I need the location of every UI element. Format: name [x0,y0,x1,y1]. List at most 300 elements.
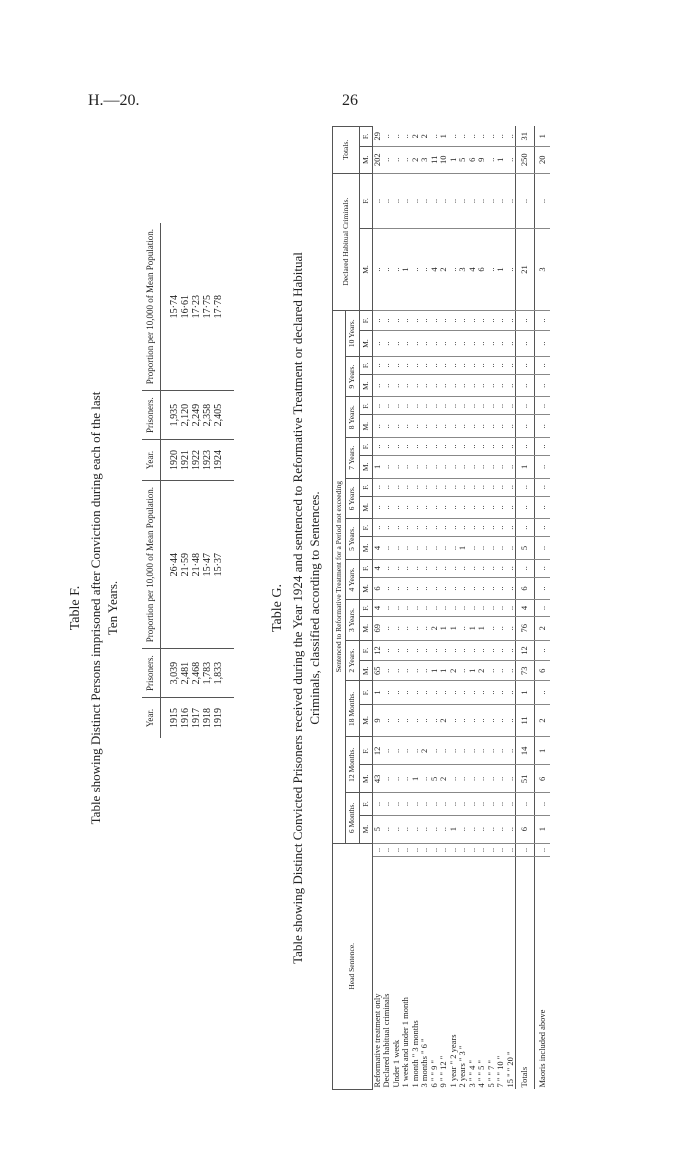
table-cell: .. [392,438,402,456]
table-cell: .. [430,737,440,765]
table-cell: 6 [468,146,478,173]
table-f-col-header: Proportion per 10,000 of Mean Population. [142,223,160,391]
table-cell: .. [439,793,449,815]
table-cell: .. [420,681,430,704]
table-cell: .. [487,397,497,415]
table-cell: .. [496,374,506,397]
table-cell: 5 [372,815,382,843]
table-cell: .. [382,793,392,815]
table-cell: 17·75 [202,223,213,391]
table-cell: .. [468,640,478,660]
table-cell: 2 [411,146,421,173]
table-cell: .. [516,519,535,537]
table-cell: .. [382,537,392,560]
table-cell: .. [458,397,468,415]
row-label: 1 year " 2 years [447,1034,458,1088]
table-cell: .. [496,577,506,600]
table-cell: 26·44 [160,481,180,649]
table-cell: 5 [430,765,440,793]
table-cell: .. [496,765,506,793]
table-cell: .. [458,438,468,456]
table-cell: .. [458,519,468,537]
table-cell: .. [382,704,392,737]
row-label: Reformative treatment only [371,993,382,1088]
table-cell: .. [506,616,516,640]
table-cell: .. [401,616,411,640]
table-cell: .. [439,681,449,704]
table-cell: .. [430,438,440,456]
table-cell: 65 [372,661,382,681]
period-header: 5 Years. [346,519,359,560]
table-g-body [372,127,550,1090]
period-header: 12 Months. [346,737,359,793]
table-cell: .. [458,331,468,357]
table-cell: .. [458,415,468,438]
table-cell: .. [487,438,497,456]
table-cell: .. [487,616,497,640]
table-cell: .. [477,173,487,229]
table-cell: .. [382,737,392,765]
table-cell: .. [516,331,535,357]
table-cell: .. [420,438,430,456]
table-cell: .. [420,229,430,310]
table-cell: .. [449,793,459,815]
table-cell: 1921 [180,440,191,481]
table-cell: .. [506,356,516,374]
table-cell: .. [477,310,487,331]
table-cell: 21·48 [191,481,202,649]
table-cell: .. [506,704,516,737]
table-cell: .. [534,438,550,456]
table-cell: .. [411,397,421,415]
table-cell: .. [382,661,392,681]
table-cell: .. [506,229,516,310]
table-cell: .. [392,661,402,681]
table-cell: .. [534,397,550,415]
table-cell: .. [430,519,440,537]
table-cell: .. [534,681,550,704]
table-cell: 2 [430,616,440,640]
table-cell: .. [468,704,478,737]
table-cell: 2 [439,704,449,737]
table-cell: .. [516,559,535,577]
table-cell: .. [506,456,516,479]
table-cell: .. [496,640,506,660]
table-cell: .. [411,456,421,479]
table-cell: .. [477,397,487,415]
table-cell: .. [534,519,550,537]
table-cell: .. [430,681,440,704]
table-cell: .. [420,331,430,357]
table-cell: .. [392,478,402,496]
table-cell: .. [449,173,459,229]
table-cell: .. [487,661,497,681]
table-cell: .. [506,519,516,537]
table-g [332,126,550,1090]
table-cell: .. [468,173,478,229]
table-cell: .. [392,374,402,397]
table-cell: .. [506,577,516,600]
table-cell: .. [420,640,430,660]
table-cell: .. [372,331,382,357]
table-cell: .. [439,478,449,496]
table-cell: .. [411,640,421,660]
table-cell: .. [534,374,550,397]
table-cell: 1 [401,229,411,310]
table-cell: 1918 [201,708,213,728]
table-cell: .. [496,616,506,640]
table-cell: .. [449,681,459,704]
table-cell: .. [468,374,478,397]
row-leader: .. [468,843,478,857]
table-cell: .. [420,456,430,479]
table-cell: 4 [468,229,478,310]
table-cell: 6 [372,577,382,600]
row-leader: .. [392,843,402,857]
table-cell: .. [468,127,478,147]
table-cell: 2,120 [180,391,191,440]
table-cell: .. [534,577,550,600]
table-cell: 1 [534,815,550,843]
male-header: M. [359,415,372,438]
table-cell: .. [382,127,392,147]
table-cell: .. [516,310,535,331]
page-header-reference: H.—20. [88,92,140,109]
table-row [180,223,191,738]
table-cell: .. [430,478,440,496]
table-cell: .. [411,600,421,617]
table-cell: .. [382,310,392,331]
table-cell: .. [411,577,421,600]
table-cell: 2 [420,127,430,147]
table-f-col-header: Proportion per 10,000 of Mean Population. [142,481,160,649]
male-header: M. [359,765,372,793]
table-cell: .. [439,737,449,765]
table-cell: .. [506,600,516,617]
table-cell: .. [468,496,478,519]
table-cell: 15·74 [160,223,180,391]
table-cell: .. [449,397,459,415]
row-label: 3 months " 6 " [419,1038,430,1088]
table-cell: 16·61 [180,223,191,391]
table-cell: .. [392,127,402,147]
table-f-col-header: Prisoners. [142,391,160,440]
table-cell: .. [392,229,402,310]
table-cell: .. [401,331,411,357]
table-cell: .. [439,331,449,357]
table-cell: .. [468,438,478,456]
table-cell: .. [401,737,411,765]
table-cell: .. [468,356,478,374]
table-cell: .. [534,331,550,357]
table-cell: .. [487,374,497,397]
table-cell: .. [458,600,468,617]
row-label: 15 " " 20 " [504,1051,515,1088]
table-cell: .. [506,793,516,815]
table-f-col-header: Year. [142,440,160,481]
table-cell: .. [392,600,402,617]
row-label: 4 " " 5 " [476,1060,487,1088]
row-label: 1 month " 3 months [409,1020,420,1088]
table-cell: .. [392,577,402,600]
table-cell: .. [477,765,487,793]
table-cell: .. [439,456,449,479]
table-cell: .. [420,704,430,737]
table-cell: .. [458,559,468,577]
female-header: F. [359,127,372,147]
row-leader: .. [372,843,382,857]
table-cell: .. [382,559,392,577]
table-cell: .. [401,600,411,617]
table-cell: 2 [534,704,550,737]
row-leader: .. [516,843,535,857]
table-cell: .. [382,456,392,479]
table-cell: .. [506,173,516,229]
table-cell: .. [516,793,535,815]
table-cell: .. [392,397,402,415]
table-cell: .. [411,519,421,537]
period-header: 10 Years. [346,310,359,356]
table-cell: .. [477,456,487,479]
row-label: Declared habitual criminals [381,993,392,1088]
table-cell: .. [430,310,440,331]
male-header: M. [359,146,372,173]
table-cell: 3,039 [160,649,180,698]
table-cell: .. [439,310,449,331]
table-cell: .. [382,681,392,704]
table-cell: .. [439,559,449,577]
table-cell: .. [506,681,516,704]
female-header: F. [359,438,372,456]
male-header: M. [359,374,372,397]
table-cell: .. [430,496,440,519]
table-cell: .. [392,456,402,479]
table-cell: .. [392,616,402,640]
totals-row [516,127,535,1090]
table-cell: .. [382,496,392,519]
table-cell: .. [449,127,459,147]
table-cell: .. [382,173,392,229]
table-cell: 2 [439,765,449,793]
table-cell: .. [468,577,478,600]
table-cell: .. [496,661,506,681]
male-header: M. [359,537,372,560]
table-cell: 6 [477,229,487,310]
table-cell: .. [401,765,411,793]
table-cell: .. [411,438,421,456]
table-cell: .. [496,310,506,331]
table-cell: .. [477,478,487,496]
table-cell: 3 [534,229,550,310]
table-g-header-row [333,127,346,1090]
table-cell: .. [487,356,497,374]
table-f-title: Table showing Distinct Persons imprisoned after Conviction during each of the last [88,391,103,825]
table-cell: .. [430,559,440,577]
table-cell: .. [534,600,550,617]
table-cell: .. [477,577,487,600]
table-cell: 21 [516,229,535,310]
table-cell: 1 [411,765,421,793]
table-cell: .. [516,356,535,374]
table-cell: .. [411,793,421,815]
table-cell: .. [401,438,411,456]
table-cell: 51 [516,765,535,793]
table-cell: .. [534,496,550,519]
table-cell: .. [458,640,468,660]
table-cell: .. [392,356,402,374]
table-cell: 9 [372,704,382,737]
table-cell: .. [411,415,421,438]
table-cell: .. [439,600,449,617]
table-cell: .. [506,559,516,577]
table-cell: .. [420,577,430,600]
male-header: M. [359,496,372,519]
table-cell: .. [439,577,449,600]
table-cell: .. [477,704,487,737]
table-cell: .. [420,397,430,415]
page-number: 26 [342,92,358,109]
table-cell: .. [506,537,516,560]
table-cell: .. [420,478,430,496]
table-cell: .. [468,815,478,843]
table-cell: .. [439,397,449,415]
table-cell: .. [401,310,411,331]
table-cell: 2 [449,661,459,681]
table-row [160,223,180,738]
table-cell: 1 [496,229,506,310]
table-cell: .. [411,661,421,681]
table-cell: .. [449,704,459,737]
table-cell: 43 [372,765,382,793]
table-cell: .. [439,415,449,438]
table-cell: .. [430,640,440,660]
table-cell: .. [496,496,506,519]
rotated-page-content [50,118,670,1098]
table-cell: .. [506,661,516,681]
reformative-group-header: Sentenced to Reformative Treatment for a Period not exceeding [333,310,346,843]
table-cell: .. [420,765,430,793]
table-cell: .. [411,310,421,331]
table-cell: .. [506,331,516,357]
table-cell: .. [392,146,402,173]
table-cell: .. [401,704,411,737]
male-header: M. [359,456,372,479]
table-cell: 2,405 [213,391,234,440]
table-cell: 15·47 [202,481,213,649]
table-cell: 1919 [212,708,224,728]
table-cell: .. [496,415,506,438]
period-header: 6 Months. [346,793,359,843]
table-cell: .. [392,640,402,660]
table-cell: .. [534,537,550,560]
male-header: M. [359,616,372,640]
table-cell: .. [392,537,402,560]
table-cell: .. [468,537,478,560]
table-f-col-header: Year. [142,698,160,739]
female-header: F. [359,478,372,496]
row-leader: .. [401,843,411,857]
table-cell: .. [506,640,516,660]
table-cell: .. [392,331,402,357]
table-cell: .. [411,478,421,496]
table-cell: .. [372,438,382,456]
table-cell: .. [401,356,411,374]
table-cell: .. [487,331,497,357]
table-cell: .. [411,356,421,374]
row-leader: .. [411,843,421,857]
row-label: 6 " " 9 " [428,1060,439,1088]
table-cell: .. [392,496,402,519]
table-cell: .. [382,616,392,640]
table-cell: .. [430,415,440,438]
table-cell: 29 [372,127,382,147]
table-cell: .. [392,704,402,737]
table-cell: .. [534,173,550,229]
table-cell: .. [496,331,506,357]
table-cell: .. [468,765,478,793]
totals-header: Totals. [333,127,360,174]
table-cell: 6 [516,815,535,843]
table-cell: 1 [458,537,468,560]
table-cell: .. [372,356,382,374]
table-cell: .. [372,519,382,537]
table-cell: 73 [516,661,535,681]
table-cell: .. [506,374,516,397]
table-cell: .. [439,438,449,456]
table-cell: .. [516,438,535,456]
table-cell: .. [496,537,506,560]
table-cell: 1,935 [160,391,180,440]
table-cell: 2 [420,737,430,765]
table-cell: 1 [372,681,382,704]
row-label: 5 " " 7 " [485,1060,496,1088]
female-header: F. [359,600,372,617]
table-cell: .. [420,356,430,374]
table-cell: .. [430,331,440,357]
table-cell: .. [372,397,382,415]
row-leader: .. [439,843,449,857]
table-cell: 1 [534,127,550,147]
table-cell: .. [516,173,535,229]
table-cell: 1 [468,661,478,681]
table-cell: .. [382,331,392,357]
table-cell: .. [372,173,382,229]
table-cell: .. [506,415,516,438]
table-cell: .. [487,815,497,843]
row-leader: .. [496,843,506,857]
table-cell: .. [430,397,440,415]
table-cell: .. [430,600,440,617]
table-cell: 1915 [168,708,180,728]
table-cell: .. [411,331,421,357]
table-cell: .. [420,815,430,843]
table-cell: 2 [439,229,449,310]
table-cell: 14 [516,737,535,765]
table-cell: .. [449,356,459,374]
table-cell: .. [392,310,402,331]
declared-habitual-header: Declared Habitual Criminals. [333,173,360,310]
table-cell: 1 [516,681,535,704]
table-cell: .. [487,681,497,704]
table-cell: .. [401,173,411,229]
table-cell: 2 [477,661,487,681]
table-cell: .. [496,127,506,147]
table-cell: .. [372,478,382,496]
female-header: F. [359,737,372,765]
table-cell: 1 [477,616,487,640]
table-cell: .. [477,793,487,815]
row-label: 1 week and under 1 month [400,997,411,1088]
